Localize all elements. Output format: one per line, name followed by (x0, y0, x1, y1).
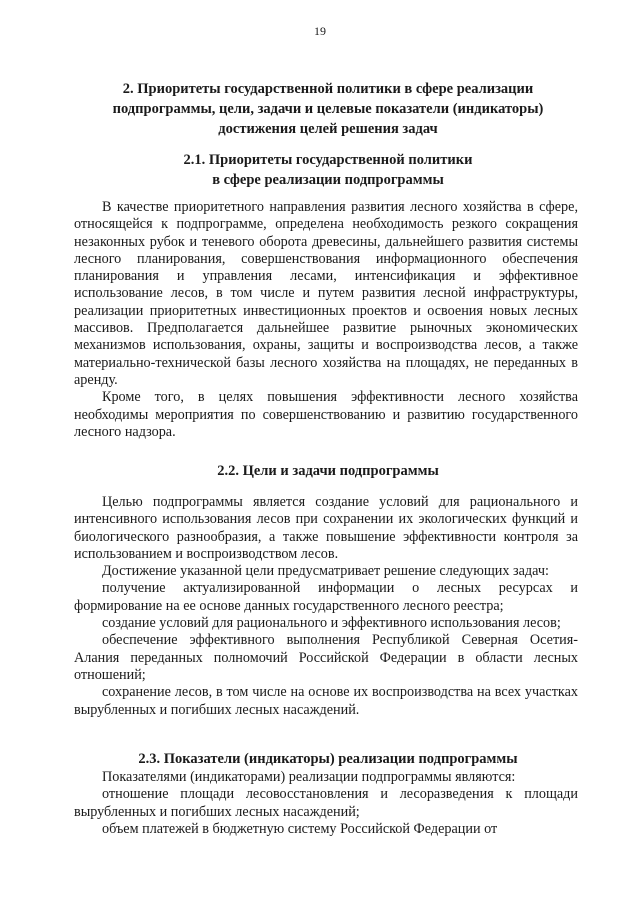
paragraph: обеспечение эффективного выполнения Республикой Северная Осетия-Алания переданных полномочий Российской Федерации в области лесных отношений; (74, 632, 578, 683)
paragraph: отношение площади лесовосстановления и лесоразведения к площади вырубленных и погибших лесных насаждений; (74, 786, 578, 820)
section-2-1-title-line2: в сфере реализации подпрограммы (212, 172, 444, 188)
section-2-title: 2. Приоритеты государственной политики в сфере реализации подпрограммы, цели, задачи и целевые показатели (индикаторы) достижения целей решения задач (112, 81, 544, 137)
paragraph: сохранение лесов, в том числе на основе их воспроизводства на всех участках вырубленных и погибших лесных насаждений. (74, 684, 578, 718)
section-2-3-body (74, 769, 578, 838)
paragraph: Целью подпрограммы является создание условий для рационального и интенсивного использования лесов при сохранении их экологических функций и биологического разнообразия, а также повышение эффективности контроля за использованием и воспроизводством лесов. (74, 494, 578, 562)
section-2-1-title (72, 150, 584, 190)
section-2-2-body (74, 494, 578, 719)
paragraph: получение актуализированной информации о лесных ресурсах и формирование на ее основе данных государственного лесного реестра; (74, 580, 578, 614)
section-2-2-title: 2.2. Цели и задачи подпрограммы (217, 463, 439, 479)
page-number: 19 (314, 24, 326, 38)
paragraph: Кроме того, в целях повышения эффективности лесного хозяйства необходимы мероприятия по совершенствованию и развитию государственного лесного надзора. (74, 389, 578, 440)
paragraph: В качестве приоритетного направления развития лесного хозяйства в сфере, относящейся к подпрограмме, определена необходимость резкого сокращения незаконных рубок и теневого оборота древесины, дальнейшего развития системы лесного планирования, совершенствования информационного обеспечения планирования и управления лесами, интенсификация и эффективное использование лесов, в том числе и путем развития лесной инфраструктуры, реализации приоритетных инвестиционных проектов и освоения новых лесных массивов. Предполагается дальнейшее развитие рыночных экономических механизмов использования, охраны, защиты и воспроизводства лесов, а также материально-технической базы лесного хозяйства на площадях, не переданных в аренду. (74, 199, 578, 388)
section-2-1-title-line1: 2.1. Приоритеты государственной политики (183, 152, 473, 168)
paragraph: Достижение указанной цели предусматривает решение следующих задач: (102, 563, 549, 580)
section-2-1-body (74, 199, 578, 441)
paragraph: создание условий для рационального и эффективного использования лесов; (102, 615, 561, 632)
paragraph: Показателями (индикаторами) реализации подпрограммы являются: (102, 769, 516, 785)
section-2-3-title: 2.3. Показатели (индикаторы) реализации подпрограммы (138, 751, 518, 767)
paragraph: объем платежей в бюджетную систему Российской Федерации от (102, 820, 498, 837)
